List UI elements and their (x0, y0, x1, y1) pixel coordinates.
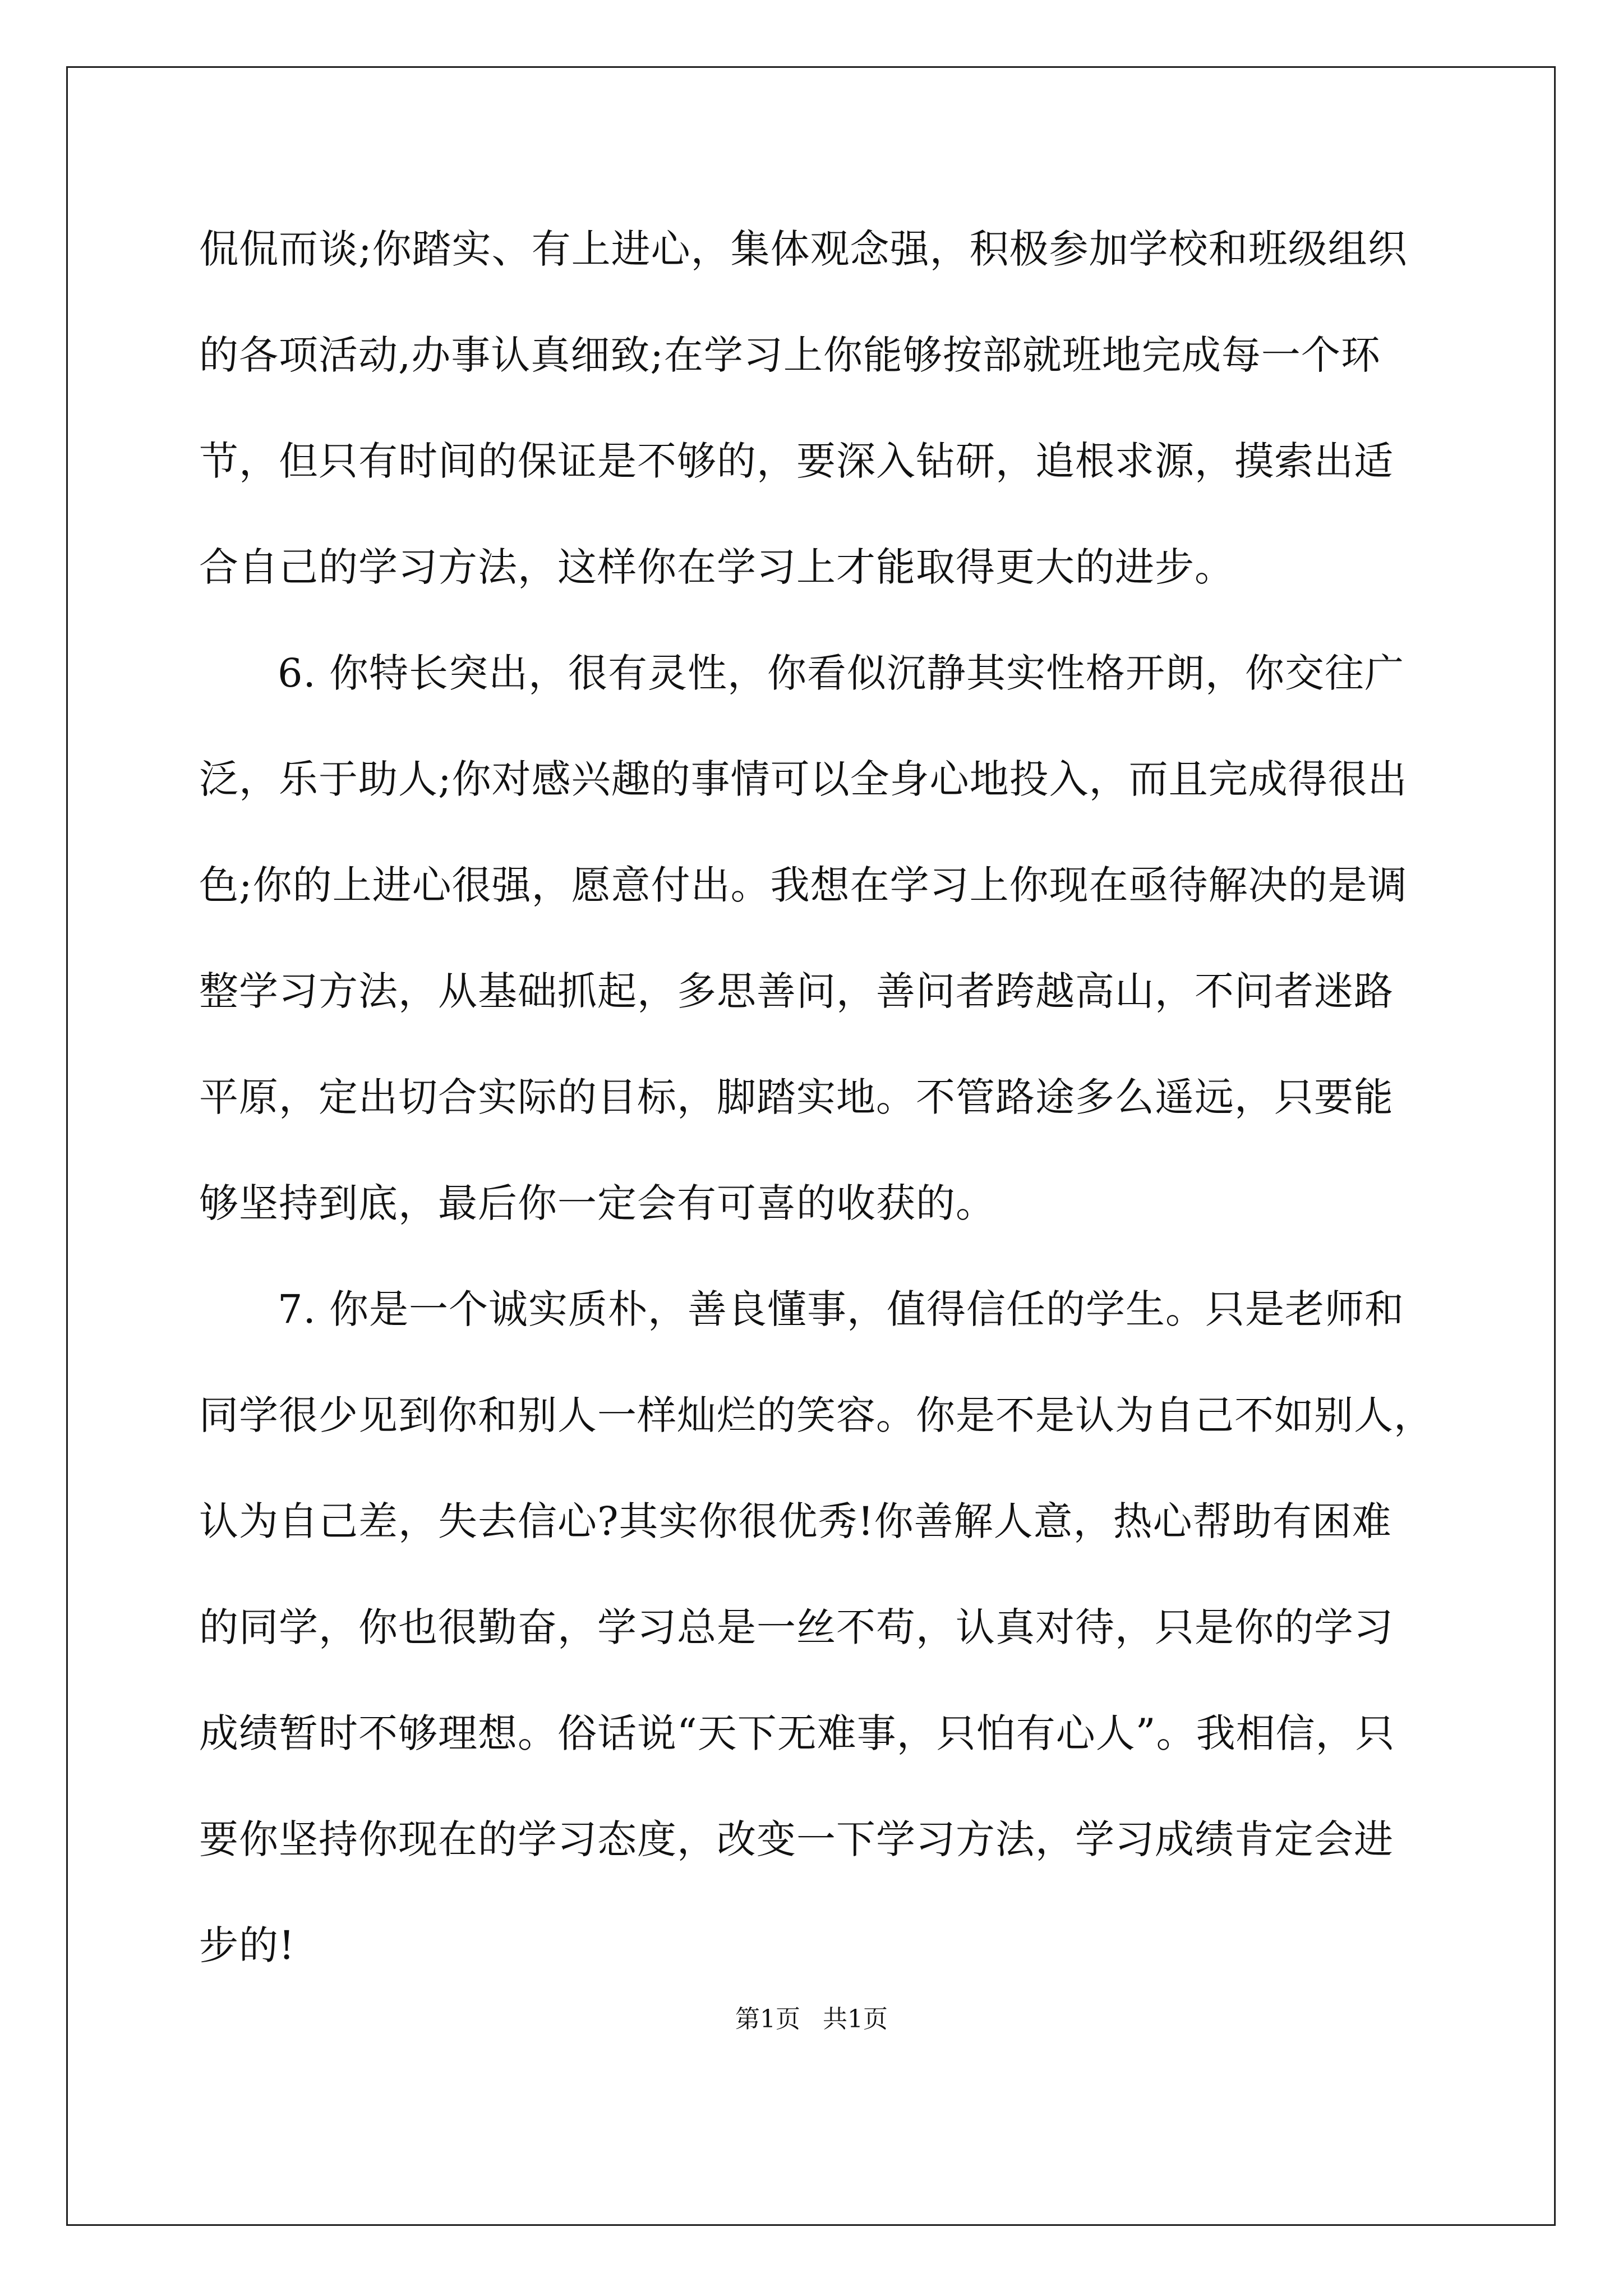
page-number: 第1页 (735, 2005, 800, 2033)
text-line: 要你坚持你现在的学习态度，改变一下学习方法，学习成绩肯定会进 (199, 1816, 1394, 1862)
text-line: 7. 你是一个诚实质朴，善良懂事，值得信任的学生。只是老师和 (278, 1286, 1405, 1332)
text-line: 的各项活动,办事认真细致;在学习上你能够按部就班地完成每一个环 (199, 332, 1381, 378)
page-footer (0, 2003, 1623, 2036)
text-line: 步的! (199, 1922, 296, 1968)
text-line: 节，但只有时间的保证是不够的，要深入钻研，追根求源，摸索出适 (199, 438, 1394, 484)
text-line: 平原，定出切合实际的目标，脚踏实地。不管路途多么遥远，只要能 (199, 1074, 1394, 1120)
text-line: 的同学，你也很勤奋，学习总是一丝不苟，认真对待，只是你的学习 (199, 1604, 1394, 1650)
text-line: 色;你的上进心很强，愿意付出。我想在学习上你现在亟待解决的是调 (199, 862, 1408, 908)
page-count: 共1页 (823, 2005, 888, 2033)
text-line: 合自己的学习方法，这样你在学习上才能取得更大的进步。 (199, 544, 1234, 590)
text-line: 整学习方法，从基础抓起，多思善问，善问者跨越高山，不问者迷路 (199, 968, 1394, 1014)
page-border (66, 66, 1556, 2226)
text-line: 认为自己差，失去信心?其实你很优秀!你善解人意，热心帮助有困难 (199, 1498, 1392, 1544)
text-line: 6. 你特长突出，很有灵性，你看似沉静其实性格开朗，你交往广 (278, 650, 1405, 696)
text-line: 成绩暂时不够理想。俗话说“天下无难事，只怕有心人”。我相信，只 (199, 1710, 1395, 1756)
text-line: 泛，乐于助人;你对感兴趣的事情可以全身心地投入，而且完成得很出 (199, 756, 1408, 802)
text-line: 同学很少见到你和别人一样灿烂的笑容。你是不是认为自己不如别人， (199, 1392, 1433, 1438)
text-line: 侃侃而谈;你踏实、有上进心，集体观念强，积极参加学校和班级组织 (199, 226, 1408, 272)
text-line: 够坚持到底，最后你一定会有可喜的收获的。 (199, 1180, 995, 1226)
